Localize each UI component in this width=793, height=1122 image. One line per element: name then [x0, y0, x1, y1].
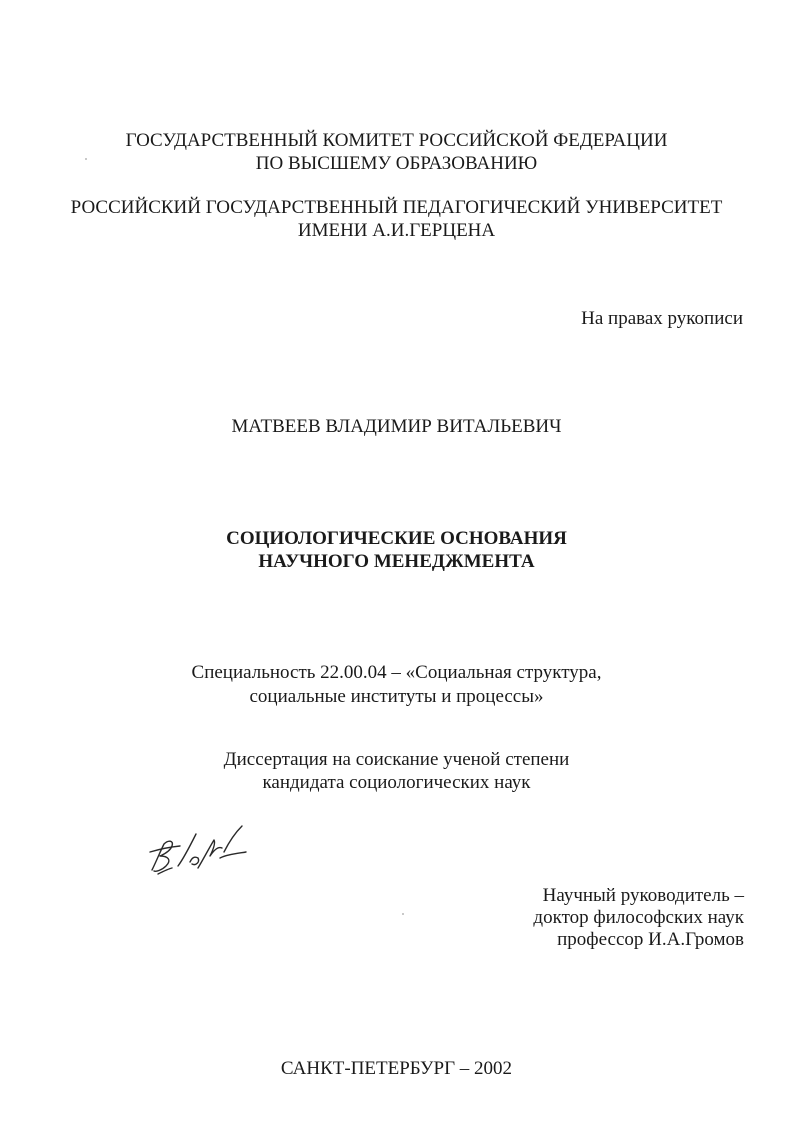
committee-line-1: ГОСУДАРСТВЕННЫЙ КОМИТЕТ РОССИЙСКОЙ ФЕДЕРАЦИИ: [125, 130, 668, 151]
author-name: МАТВЕЕВ ВЛАДИМИР ВИТАЛЬЕВИЧ: [231, 416, 562, 437]
scan-speck: [85, 158, 87, 160]
city-year-footer: САНКТ-ПЕТЕРБУРГ – 2002: [280, 1058, 513, 1079]
committee-line-2: ПО ВЫСШЕМУ ОБРАЗОВАНИЮ: [255, 153, 538, 174]
manuscript-note: На правах рукописи: [581, 308, 743, 329]
dissertation-title-line-2: НАУЧНОГО МЕНЕДЖМЕНТА: [258, 551, 535, 572]
university-line-2: ИМЕНИ А.И.ГЕРЦЕНА: [297, 220, 496, 241]
dissertation-title-line-1: СОЦИОЛОГИЧЕСКИЕ ОСНОВАНИЯ: [226, 528, 567, 549]
degree-line-1: Диссертация на соискание ученой степени: [223, 749, 570, 770]
supervisor-line-1: Научный руководитель –: [542, 885, 744, 906]
university-line-1: РОССИЙСКИЙ ГОСУДАРСТВЕННЫЙ ПЕДАГОГИЧЕСКИЙ УНИВЕРСИТЕТ: [70, 197, 723, 218]
specialty-line-2: социальные институты и процессы»: [249, 686, 544, 707]
specialty-line-1: Специальность 22.00.04 – «Социальная структура,: [191, 662, 602, 683]
supervisor-line-3: профессор И.А.Громов: [557, 929, 744, 950]
signature-icon: [146, 822, 250, 880]
degree-line-2: кандидата социологических наук: [262, 772, 531, 793]
supervisor-line-2: доктор философских наук: [533, 907, 744, 928]
scan-speck: [402, 913, 404, 915]
